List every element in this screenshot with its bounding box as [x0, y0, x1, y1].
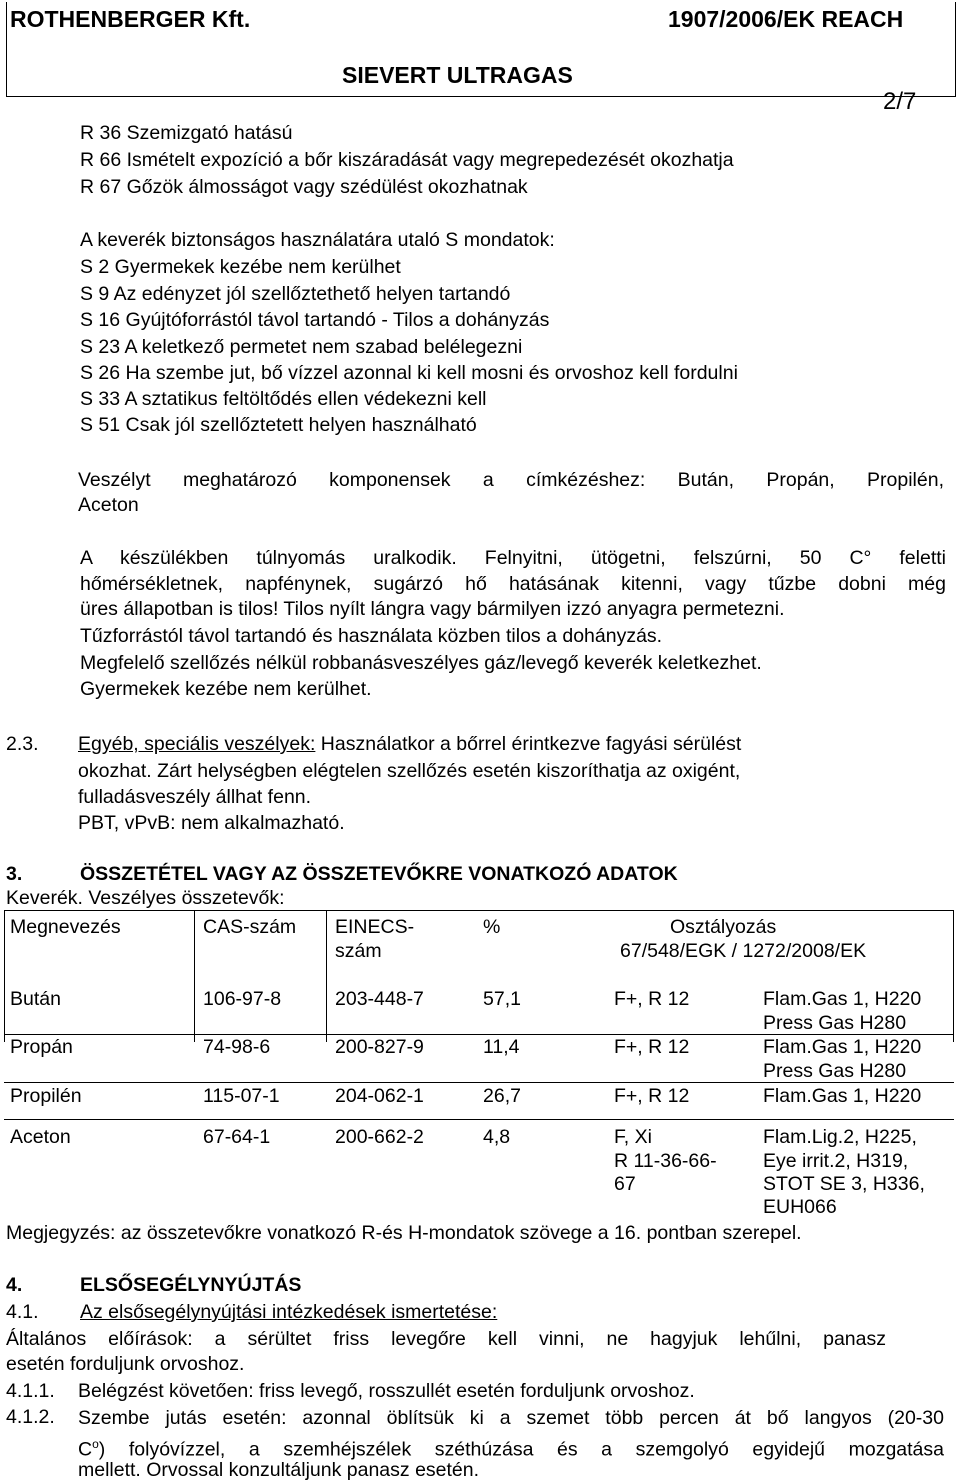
table-row-border: [4, 1119, 954, 1120]
device-warning-line: Megfelelő szellőzés nélkül robbanásveszélyes gáz/levegő keverék keletkezhet.: [80, 652, 762, 674]
table-header-percent: %: [483, 916, 501, 938]
first-aid-general: esetén forduljunk orvoshoz.: [6, 1353, 245, 1375]
device-warning-line: üres állapotban is tilos! Tilos nyílt lángra vagy bármilyen izzó anyagra permetezni.: [80, 598, 785, 620]
table-top-border: [4, 910, 954, 911]
table-cell-r: F+, R 12: [614, 1085, 690, 1107]
section-number: 2.3.: [6, 733, 39, 755]
table-note: Megjegyzés: az összetevőkre vonatkozó R-és H-mondatok szövege a 16. pontban szerepel.: [6, 1222, 802, 1244]
table-cell-name: Bután: [10, 988, 61, 1010]
table-header-classification: Osztályozás: [670, 916, 777, 938]
table-cell-einecs: 200-662-2: [335, 1126, 424, 1148]
page-number: 2/7: [883, 88, 917, 115]
table-border: [953, 910, 954, 1042]
table-cell-r: F+, R 12: [614, 988, 690, 1010]
device-warning-line: A készülékben túlnyomás uralkodik. Felnyitni, ütögetni, felszúrni, 50 C° feletti: [80, 547, 946, 569]
table-cell-r: 67: [614, 1173, 636, 1195]
subsection-number: 4.1.2.: [6, 1406, 55, 1428]
first-aid-eye-text: ) folyóvízzel, a szemhéjszélek széthúzása és a szemgolyó egyidejű mozgatása: [98, 1438, 944, 1461]
table-header-einecs: szám: [335, 940, 382, 962]
header-company: ROTHENBERGER Kft.: [10, 6, 251, 32]
table-cell-cas: 74-98-6: [203, 1036, 271, 1058]
s-phrase: S 51 Csak jól szellőztetett helyen használható: [80, 414, 477, 436]
table-header-einecs: EINECS-: [335, 916, 415, 938]
table-cell-percent: 57,1: [483, 988, 521, 1010]
table-border: [326, 910, 327, 1042]
table-cell-r: F+, R 12: [614, 1036, 690, 1058]
first-aid-eye: mellett. Orvossal konzultáljunk panasz esetén.: [78, 1459, 480, 1481]
header-product: SIEVERT ULTRAGAS: [342, 62, 573, 88]
table-border: [4, 910, 5, 1042]
section-text: Használatkor a bőrrel érintkezve fagyási sérülést: [315, 733, 742, 755]
table-cell-h: EUH066: [763, 1196, 837, 1218]
section-number: 4.: [6, 1274, 23, 1296]
device-warning-line: Gyermekek kezébe nem kerülhet.: [80, 678, 372, 700]
device-warning-line: Tűzforrástól távol tartandó és használata közben tilos a dohányzás.: [80, 625, 663, 647]
table-cell-h: Flam.Lig.2, H225,: [763, 1126, 917, 1148]
first-aid-inhalation: Belégzést követően: friss levegő, rosszullét esetén forduljunk orvoshoz.: [78, 1380, 695, 1402]
r-phrase: R 67 Gőzök álmosságot vagy szédülést okozhatnak: [80, 176, 528, 198]
section-subtitle: Keverék. Veszélyes összetevők:: [6, 887, 285, 909]
section-heading: Egyéb, speciális veszélyek:: [78, 733, 316, 755]
table-cell-h: Flam.Gas 1, H220: [763, 1085, 922, 1107]
table-cell-h: Press Gas H280: [763, 1012, 907, 1034]
s-phrase: S 16 Gyújtóforrástól távol tartandó - Tilos a dohányzás: [80, 309, 550, 331]
s-phrase: S 23 A keletkező permetet nem szabad belélegezni: [80, 336, 523, 358]
table-cell-percent: 11,4: [483, 1036, 520, 1058]
table-header-name: Megnevezés: [10, 916, 121, 938]
section-2-3-first-line: [78, 733, 741, 755]
table-cell-cas: 67-64-1: [203, 1126, 271, 1148]
r-phrase: R 36 Szemizgató hatású: [80, 122, 293, 144]
r-phrase: R 66 Ismételt expozíció a bőr kiszáradását vagy megrepedezését okozhatja: [80, 149, 734, 171]
subsection-number: 4.1.: [6, 1301, 39, 1323]
table-cell-name: Aceton: [10, 1126, 71, 1148]
section-text: PBT, vPvB: nem alkalmazható.: [78, 812, 345, 834]
table-cell-percent: 26,7: [483, 1085, 521, 1107]
first-aid-eye-line: [78, 1432, 944, 1462]
device-warning-line: hőmérsékletnek, napfénynek, sugárzó hő hatásának kitenni, vagy tűzbe dobni még: [80, 573, 946, 595]
section-text: okozhat. Zárt helységben elégtelen szellőzés esetén kiszoríthatja az oxigént,: [78, 760, 741, 782]
table-cell-einecs: 203-448-7: [335, 988, 424, 1010]
table-cell-h: Press Gas H280: [763, 1060, 907, 1082]
subsection-heading: Az elsősegélynyújtási intézkedések ismertetése:: [80, 1301, 498, 1323]
section-number: 3.: [6, 863, 23, 885]
first-aid-eye-text: C: [78, 1438, 93, 1461]
table-cell-name: Propán: [10, 1036, 73, 1058]
table-header-classification-sub: 67/548/EGK / 1272/2008/EK: [620, 940, 867, 962]
section-text: fulladásveszély állhat fenn.: [78, 786, 312, 808]
subsection-number: 4.1.1.: [6, 1380, 55, 1402]
table-cell-r: F, Xi: [614, 1126, 652, 1148]
table-cell-h: Eye irrit.2, H319,: [763, 1150, 909, 1172]
table-cell-h: Flam.Gas 1, H220: [763, 988, 922, 1010]
hazard-components-line: Aceton: [78, 494, 139, 516]
header-regulation: 1907/2006/EK REACH: [668, 6, 904, 32]
s-phrases-title: A keverék biztonságos használatára utaló S mondatok:: [80, 229, 555, 251]
section-title: ÖSSZETÉTEL VAGY AZ ÖSSZETEVŐKRE VONATKOZÓ ADATOK: [80, 863, 678, 885]
table-cell-h: STOT SE 3, H336,: [763, 1173, 925, 1195]
first-aid-eye: Szembe jutás esetén: azonnal öblítsük ki a szemet több percen át bő langyos (20-30: [78, 1407, 944, 1429]
table-cell-cas: 115-07-1: [203, 1085, 280, 1107]
s-phrase: S 2 Gyermekek kezébe nem kerülhet: [80, 256, 401, 278]
s-phrase: S 9 Az edényzet jól szellőztethető helyen tartandó: [80, 283, 511, 305]
table-cell-percent: 4,8: [483, 1126, 511, 1148]
table-cell-einecs: 200-827-9: [335, 1036, 424, 1058]
section-title: ELSŐSEGÉLYNYÚJTÁS: [80, 1274, 302, 1296]
table-cell-h: Flam.Gas 1, H220: [763, 1036, 922, 1058]
hazard-components-line: Veszélyt meghatározó komponensek a címkézéshez: Bután, Propán, Propilén,: [78, 469, 944, 491]
first-aid-general: Általános előírások: a sérültet friss levegőre kell vinni, ne hagyjuk lehűlni, panasz: [6, 1328, 886, 1350]
table-cell-name: Propilén: [10, 1085, 82, 1107]
table-cell-cas: 106-97-8: [203, 988, 282, 1010]
table-border: [194, 910, 195, 1042]
degree-superscript: o: [92, 1437, 99, 1451]
table-header-cas: CAS-szám: [203, 916, 297, 938]
s-phrase: S 33 A sztatikus feltöltődés ellen védekezni kell: [80, 388, 487, 410]
s-phrase: S 26 Ha szembe jut, bő vízzel azonnal ki kell mosni és orvoshoz kell fordulni: [80, 362, 738, 384]
table-cell-r: R 11-36-66-: [614, 1150, 717, 1172]
table-cell-einecs: 204-062-1: [335, 1085, 424, 1107]
